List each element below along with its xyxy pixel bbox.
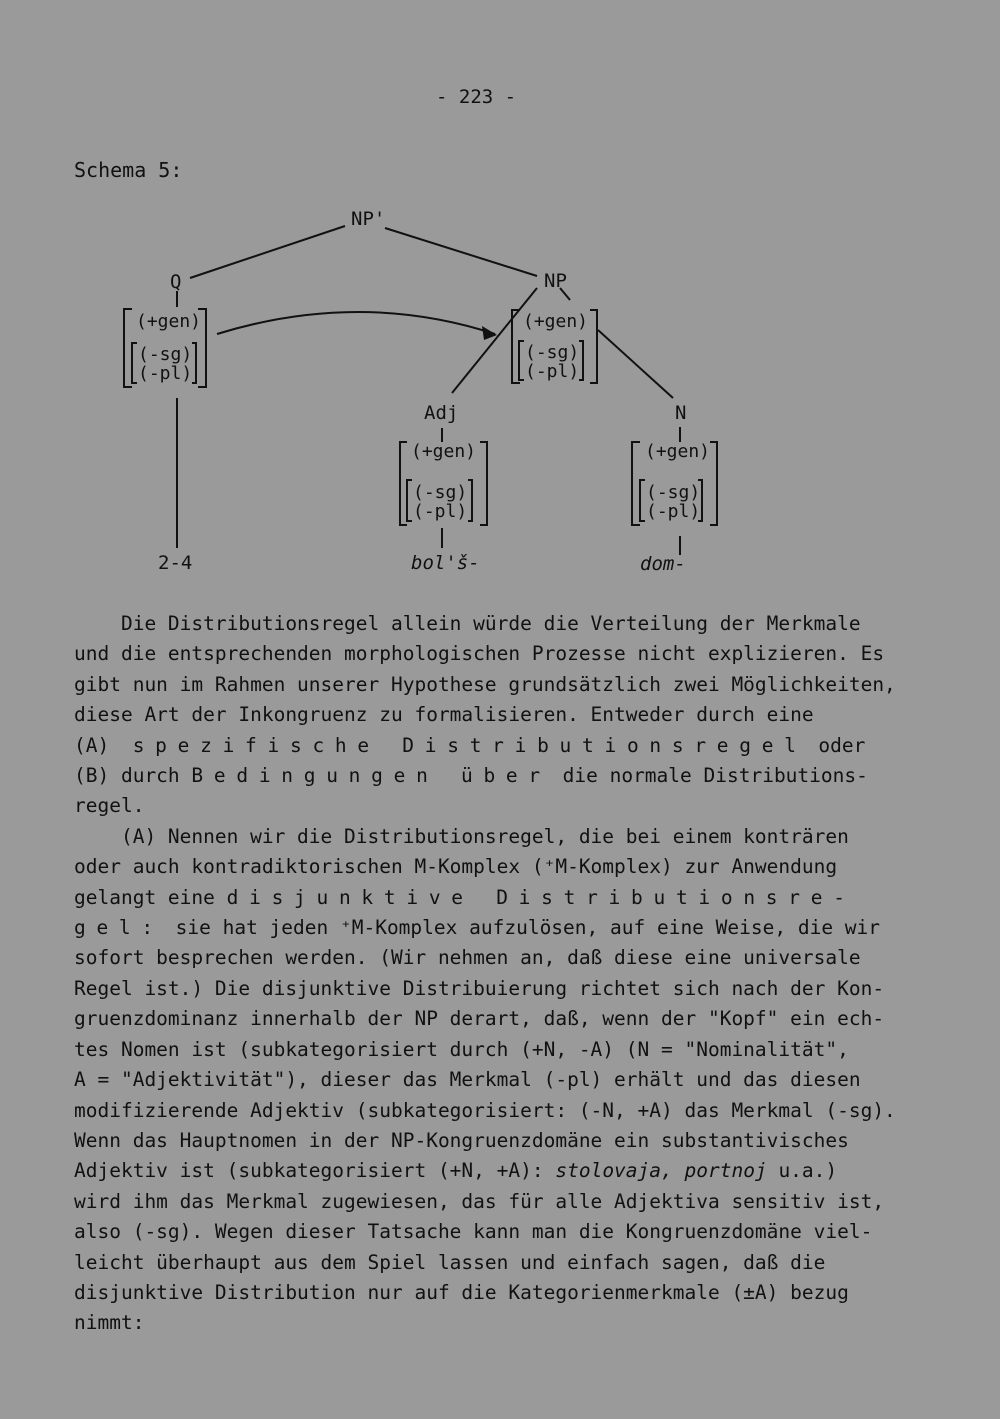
text-line: Die Distributionsregel allein würde die Verteilung der Merkmale	[74, 612, 861, 635]
text-line	[74, 1156, 934, 1186]
text-line: wird ihm das Merkmal zugewiesen, das für alle Adjektiva sensitiv ist,	[74, 1189, 885, 1213]
text-segment: sie hat jeden ⁺M-Komplex aufzulösen, auf eine Weise, die wir	[175, 916, 881, 940]
node-q: Q	[170, 271, 182, 293]
feature-sg: (-sg)	[413, 482, 468, 503]
feature-gen: (+gen)	[136, 311, 202, 332]
leaf-q: 2-4	[158, 552, 193, 574]
feature-sg: (-sg)	[525, 342, 580, 363]
text-line	[74, 913, 934, 943]
option-a-trail: oder	[818, 733, 866, 757]
text-line: oder auch kontradiktorischen M-Komplex (⁺M-Komplex) zur Anwendung	[74, 855, 838, 879]
edge-root-q	[190, 226, 345, 278]
node-adj: Adj	[424, 402, 459, 424]
body-text	[74, 609, 934, 1339]
option-a-line	[74, 731, 934, 761]
feature-sg: (-sg)	[138, 344, 193, 365]
text-line: modifizierende Adjektiv (subkategorisiert: (-N, +A) das Merkmal (-sg).	[74, 1098, 896, 1122]
text-line: diese Art der Inkongruenz zu formalisieren. Entweder durch eine	[74, 703, 814, 727]
text-segment: gelangt eine	[74, 885, 215, 909]
text-line: leicht überhaupt aus dem Spiel lassen und einfach sagen, daß die	[74, 1250, 826, 1274]
edge-np-n-lower	[598, 330, 673, 398]
feature-gen: (+gen)	[411, 441, 477, 462]
leaf-adj: bol'š-	[411, 552, 480, 574]
italic-examples: stolovaja, portnoj	[555, 1159, 767, 1183]
option-b-line	[74, 761, 934, 791]
spaced-term: gel:	[74, 916, 164, 940]
edge-root-np	[385, 228, 537, 276]
feature-gen: (+gen)	[523, 311, 589, 332]
text-line	[74, 883, 934, 913]
text-segment: u.a.)	[778, 1159, 838, 1183]
node-np: NP	[544, 270, 567, 292]
option-b-marker: (B) durch	[74, 764, 180, 788]
node-n: N	[675, 402, 687, 424]
option-b-term: Bedingungen über	[191, 764, 551, 788]
leaf-n: dom-	[640, 553, 686, 575]
text-line: disjunktive Distribution nur auf die Kategorienmerkmale (±A) bezug	[74, 1280, 849, 1304]
text-line: A = "Adjektivität"), dieser das Merkmal (-pl) erhält und das diesen	[74, 1068, 861, 1092]
text-line: nimmt:	[74, 1311, 145, 1335]
feature-pl: (-pl)	[138, 363, 193, 384]
text-line: gibt nun im Rahmen unserer Hypothese grundsätzlich zwei Möglichkeiten,	[74, 672, 896, 696]
spaced-term: disjunktive Distributionsre-	[226, 885, 856, 909]
option-a-marker: (A)	[74, 733, 110, 757]
page-number: - 223 -	[436, 86, 517, 108]
feature-pl: (-pl)	[413, 501, 468, 522]
option-a-term: spezifische Distributionsregel	[132, 733, 807, 757]
feature-sg: (-sg)	[646, 482, 701, 503]
text-line: Regel ist.) Die disjunktive Distribuierung richtet sich nach der Kon-	[74, 976, 885, 1000]
feature-pl: (-pl)	[646, 501, 701, 522]
option-b-trail: die normale Distributions-	[562, 764, 868, 788]
agreement-arrow	[217, 312, 495, 334]
node-np-prime: NP'	[351, 208, 386, 230]
text-line: gruenzdominanz innerhalb der NP derart, daß, wenn der "Kopf" ein ech-	[74, 1007, 885, 1031]
text-line: (A) Nennen wir die Distributionsregel, die bei einem konträren	[74, 824, 849, 848]
text-line: tes Nomen ist (subkategorisiert durch (+N, -A) (N = "Nominalität",	[74, 1037, 849, 1061]
text-line: also (-sg). Wegen dieser Tatsache kann man die Kongruenzdomäne viel-	[74, 1220, 873, 1244]
text-line: sofort besprechen werden. (Wir nehmen an, daß diese eine universale	[74, 946, 861, 970]
text-line: regel.	[74, 794, 145, 818]
schema-tree-diagram	[0, 0, 1000, 600]
feature-pl: (-pl)	[525, 361, 580, 382]
schema-title: Schema 5:	[74, 158, 183, 182]
text-line: und die entsprechenden morphologischen Prozesse nicht explizieren. Es	[74, 642, 885, 666]
text-line: Wenn das Hauptnomen in der NP-Kongruenzdomäne ein substantivisches	[74, 1128, 849, 1152]
feature-gen: (+gen)	[645, 441, 711, 462]
text-segment: Adjektiv ist (subkategorisiert (+N, +A):	[74, 1159, 544, 1183]
